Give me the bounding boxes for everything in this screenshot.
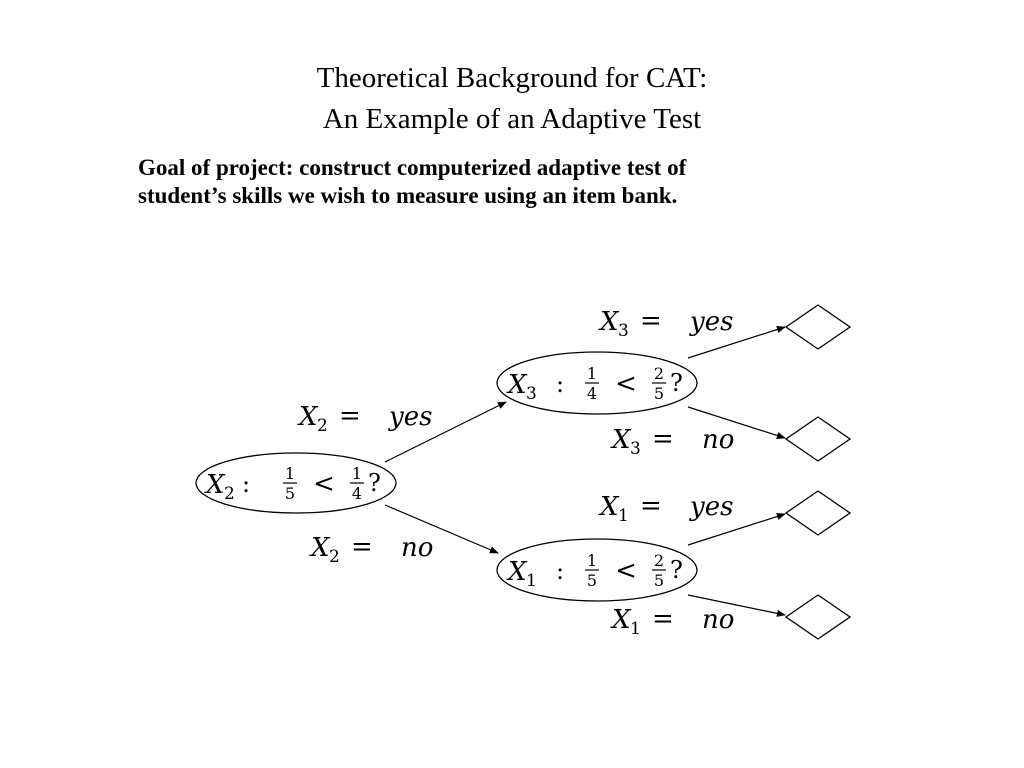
edge-label-lower-no-sub: 1 [630, 619, 641, 639]
edge-label-lower-no-var: X [612, 605, 631, 635]
lower-left-den: 5 [586, 571, 598, 590]
lower-less-than: < [615, 556, 637, 586]
root-left-num: 1 [284, 464, 296, 483]
edge-label-root-no-sub: 2 [329, 547, 340, 567]
edge-label-upper-yes-var: X [600, 307, 619, 337]
edge-label-upper-yes [598, 306, 733, 341]
upper-colon: : [556, 370, 565, 398]
upper-less-than: < [615, 369, 637, 399]
edge-label-root-yes-sub: 2 [317, 416, 328, 436]
edge-label-root-yes [297, 401, 432, 436]
edge-label-upper-no-value: no [702, 425, 735, 455]
lower-colon: : [556, 557, 565, 585]
lower-left-num: 1 [586, 551, 598, 570]
edge-label-upper-no-var: X [612, 425, 631, 455]
upper-question: ? [670, 369, 683, 397]
upper-right-num: 2 [653, 364, 665, 383]
goal-line-2: student’s skills we wish to measure using an item bank. [138, 183, 678, 208]
root-sub: 2 [224, 484, 235, 504]
root-var: X [206, 470, 225, 500]
root-right-num: 1 [351, 464, 363, 483]
edge-label-upper-no [610, 424, 734, 459]
upper-left-num: 1 [586, 364, 598, 383]
root-node [196, 453, 396, 513]
title-line-2: An Example of an Adaptive Test [322, 103, 702, 135]
edge-label-lower-yes-eq: = [640, 491, 662, 521]
root-left-den: 5 [284, 484, 296, 503]
lower-node [497, 539, 697, 601]
edge-label-upper-yes-eq: = [640, 306, 662, 336]
leaf-diamond-3 [786, 491, 850, 535]
root-less-than: < [313, 469, 335, 499]
upper-var: X [508, 370, 527, 400]
leaf-diamond-2 [786, 417, 850, 461]
lower-var: X [508, 557, 527, 587]
lower-right-den: 5 [653, 571, 665, 590]
edge-label-root-no [309, 532, 433, 567]
edge-label-root-yes-eq: = [339, 401, 361, 431]
root-question: ? [368, 469, 381, 497]
edge-label-root-yes-value: yes [389, 402, 433, 432]
edge-label-lower-no-eq: = [652, 604, 674, 634]
edge-label-lower-no-value: no [702, 605, 735, 635]
edge-label-root-no-value: no [401, 533, 434, 563]
leaf-diamond-1 [786, 305, 850, 349]
leaf-diamond-4 [786, 595, 850, 639]
upper-sub: 3 [526, 384, 537, 404]
edge-label-upper-yes-sub: 3 [618, 321, 629, 341]
edge-label-lower-yes [598, 491, 733, 526]
edge-label-lower-yes-sub: 1 [618, 506, 629, 526]
edge-label-upper-yes-value: yes [690, 307, 734, 337]
root-colon: : [242, 470, 251, 498]
upper-node [497, 352, 697, 414]
edge-label-lower-yes-value: yes [690, 492, 734, 522]
goal-line-1: Goal of project: construct computerized adaptive test of [138, 155, 687, 180]
upper-right-den: 5 [653, 384, 665, 403]
title-line-1: Theoretical Background for CAT: [316, 62, 708, 94]
lower-right-num: 2 [653, 551, 665, 570]
edge-label-upper-no-sub: 3 [630, 439, 641, 459]
edge-label-root-no-eq: = [351, 532, 373, 562]
root-right-den: 4 [351, 484, 363, 503]
upper-left-den: 4 [586, 384, 598, 403]
lower-question: ? [670, 556, 683, 584]
edge-label-lower-yes-var: X [600, 492, 619, 522]
edge-label-root-yes-var: X [299, 402, 318, 432]
edge-label-root-no-var: X [311, 533, 330, 563]
edge-label-upper-no-eq: = [652, 424, 674, 454]
lower-sub: 1 [526, 571, 537, 591]
edge-label-lower-no [610, 604, 734, 639]
